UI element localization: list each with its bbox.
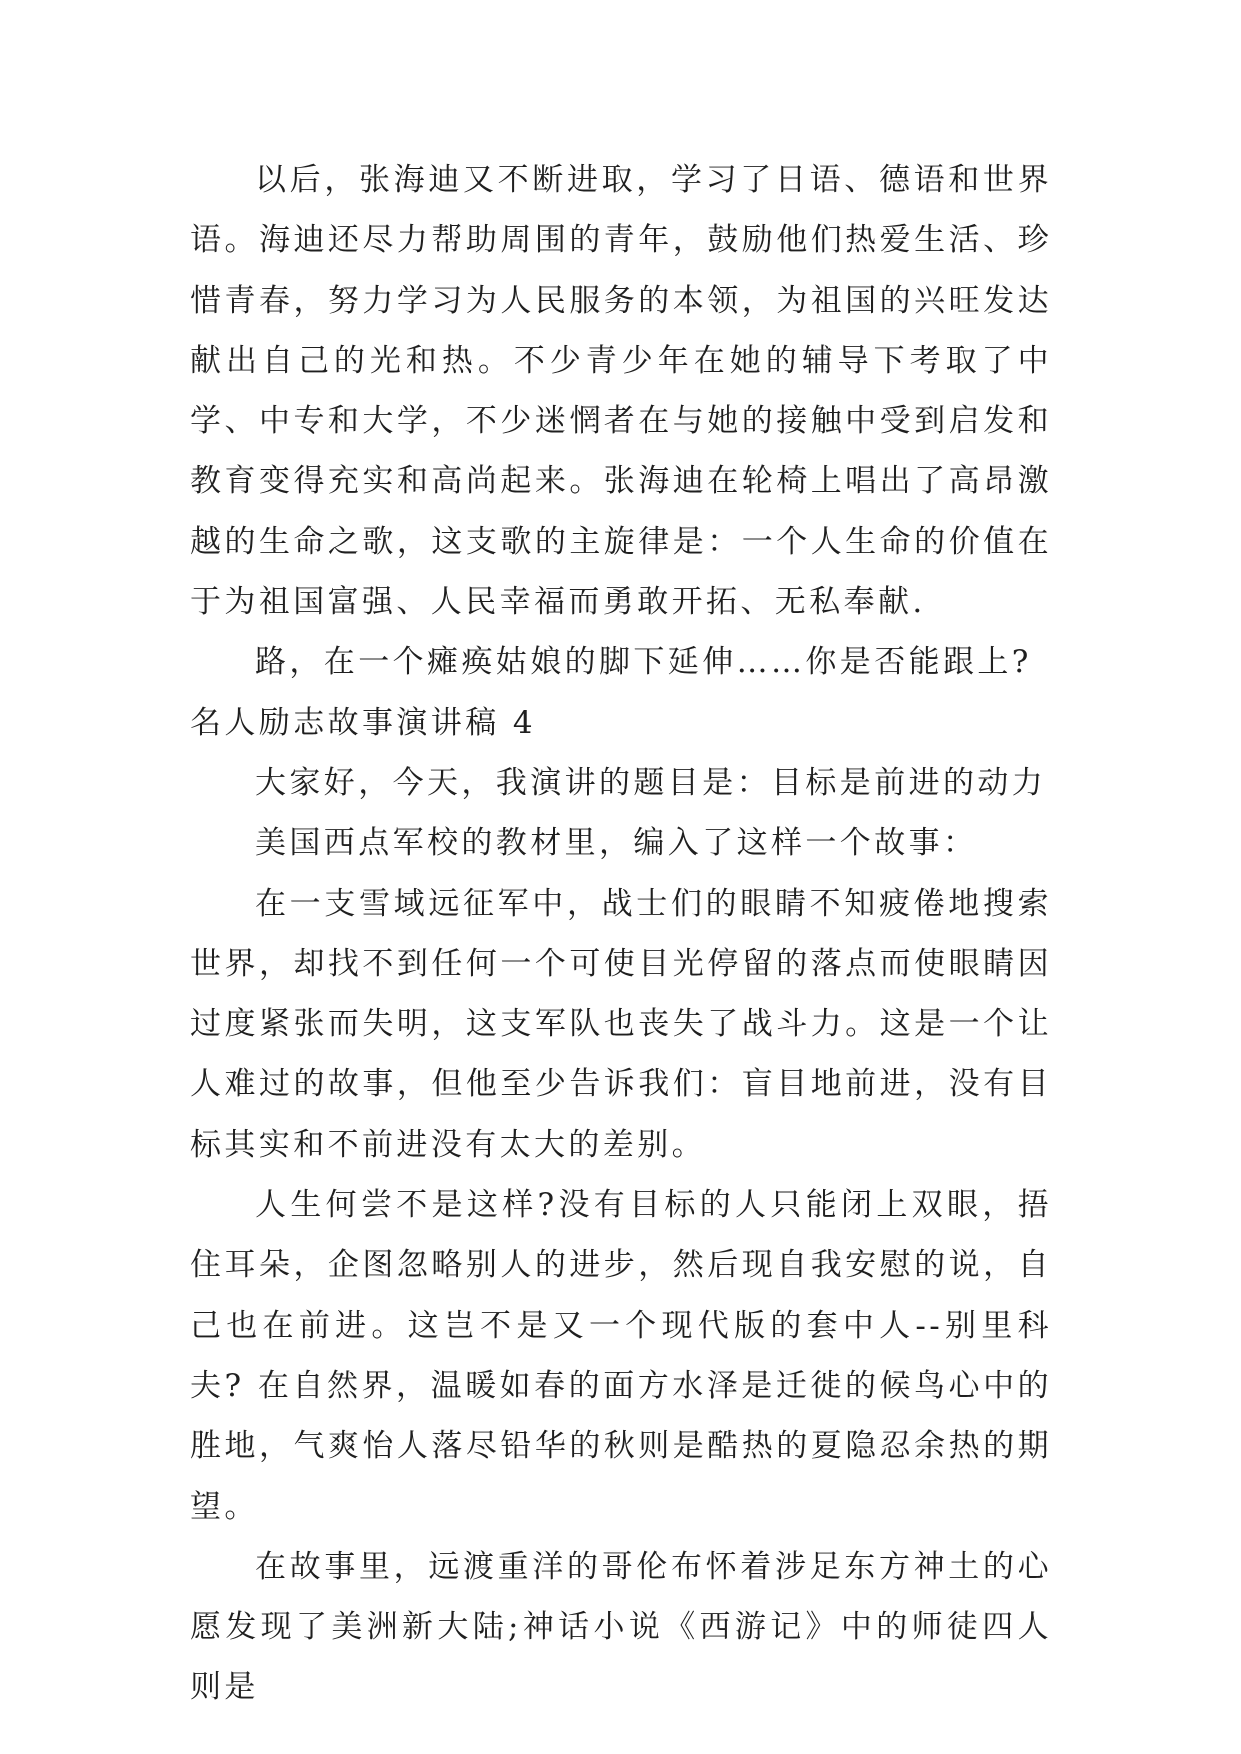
paragraph-road: 路，在一个瘫痪姑娘的脚下延伸……你是否能跟上? xyxy=(255,644,1032,681)
section-heading: 名人励志故事演讲稿 4 xyxy=(190,704,536,741)
document-body xyxy=(190,150,1052,1718)
paragraph-westpoint: 美国西点军校的教材里，编入了这样一个故事： xyxy=(255,825,978,862)
paragraph-haidi-progress: 以后，张海迪又不断进取，学习了日语、德语和世界语。海迪还尽力帮助周围的青年，鼓励他们热爱生活、珍惜青春，努力学习为人民服务的本领，为祖国的兴旺发达献出自己的光和热。不少青少年在她的辅导下考取了中学、中专和大学，不少迷惘者在与她的接触中受到启发和教育变得充实和高尚起来。张海迪在轮椅上唱出了高昂激越的生命之歌，这支歌的主旋律是：一个人生命的价值在于为祖国富强、人民幸福而勇敢开拓、无私奉献. xyxy=(190,162,1052,621)
paragraph-greeting: 大家好，今天，我演讲的题目是：目标是前进的动力 xyxy=(255,764,1047,801)
paragraph-columbus: 在故事里，远渡重洋的哥伦布怀着涉足东方神土的心愿发现了美洲新大陆;神话小说《西游记》中的师徒四人则是 xyxy=(190,1548,1052,1706)
paragraph-life: 人生何尝不是这样?没有目标的人只能闭上双眼，捂住耳朵，企图忽略别人的进步，然后现自我安慰的说，自己也在前进。这岂不是又一个现代版的套中人--别里科夫? 在自然界，温暖如春的面方水泽是迁徙的候鸟心中的胜地，气爽怡人落尽铅华的秋则是酷热的夏隐忍余热的期望。 xyxy=(190,1187,1052,1525)
paragraph-expedition: 在一支雪域远征军中，战士们的眼睛不知疲倦地搜索世界，却找不到任何一个可使目光停留的落点而使眼睛因过度紧张而失明，这支军队也丧失了战斗力。这是一个让人难过的故事，但他至少告诉我们：盲目地前进，没有目标其实和不前进没有太大的差别。 xyxy=(190,885,1052,1163)
